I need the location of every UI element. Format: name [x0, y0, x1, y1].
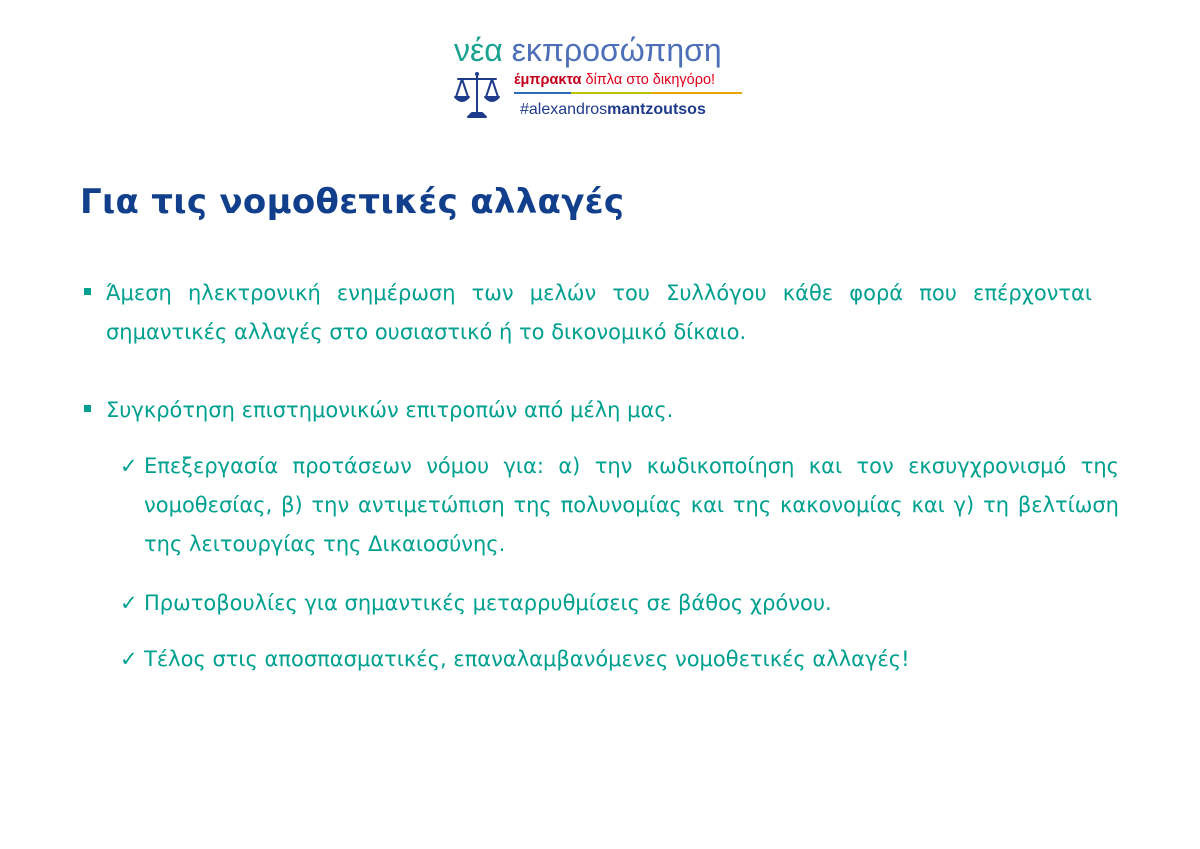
check-text: Πρωτοβουλίες για σημαντικές μεταρρυθμίσεις σε βάθος χρόνου.: [144, 591, 832, 615]
logo-hashtag: [520, 100, 706, 120]
logo-title-part2: εκπροσώπηση: [511, 32, 722, 68]
logo: [452, 30, 752, 122]
logo-title-part1: νέα: [454, 32, 503, 68]
logo-slogan-rest: δίπλα στο δικηγόρο!: [585, 72, 716, 88]
scales-of-justice-icon: [454, 70, 500, 120]
logo-hashtag-bold: mantzoutsos: [607, 101, 706, 118]
bullet-text: Άμεση ηλεκτρονική ενημέρωση των μελών του Συλλόγου κάθε φορά που επέρχονται σημαντικές αλλαγές στο ουσιαστικό ή το δικονομικό δίκαιο.: [106, 281, 1092, 344]
logo-slogan: [514, 71, 715, 89]
checkmark-icon: ✓: [120, 454, 138, 478]
logo-hashtag-regular: #alexandros: [520, 101, 608, 118]
page-title: Για τις νομοθετικές αλλαγές: [80, 182, 625, 222]
bullet-marker: [84, 405, 91, 412]
logo-slogan-bold: έμπρακτα: [514, 72, 582, 88]
check-text: Τέλος στις αποσπασματικές, επαναλαμβανόμενες νομοθετικές αλλαγές!: [144, 647, 910, 671]
bullet-text: Συγκρότηση επιστημονικών επιτροπών από μέλη μας.: [106, 398, 674, 422]
check-text: Επεξεργασία προτάσεων νόμου για: α) την κωδικοποίηση και τον εκσυγχρονισμό της νομοθεσίας, β) την αντιμετώπιση της πολυνομίας και της κακονομίας και γ) τη βελτίωση της λειτουργίας της Δικαιοσύνης.: [144, 454, 1119, 556]
checkmark-icon: ✓: [120, 591, 138, 615]
logo-title: [454, 32, 722, 68]
bullet-marker: [84, 288, 91, 295]
checkmark-icon: ✓: [120, 647, 138, 671]
logo-divider: [514, 92, 742, 94]
